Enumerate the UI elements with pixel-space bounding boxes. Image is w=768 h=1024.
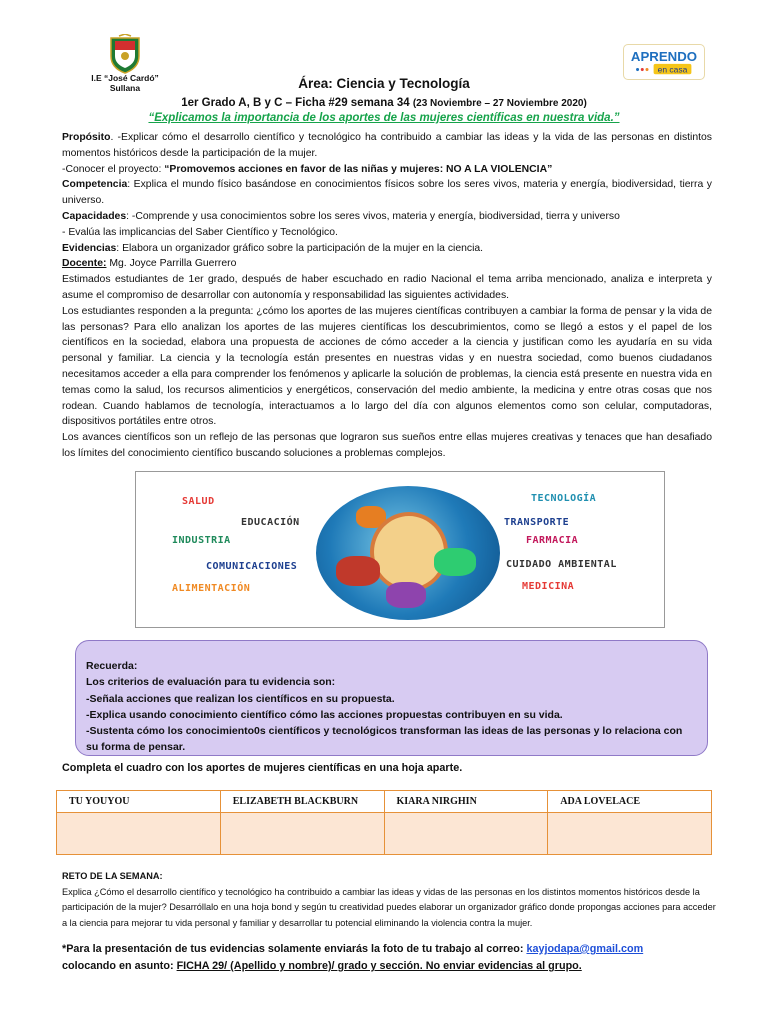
- table-cell-empty[interactable]: [220, 813, 384, 855]
- challenge-text: Explica ¿Cómo el desarrollo científico y tecnológico ha contribuido a cambiar las ideas y vidas de las personas en los distintos momentos históricos desde la participación de la mujer? Desarróllalo en una hoja bond y según tu creatividad puedes elaborar un organizador gráfico donde propongas acciones para acceder a la ciencia para mejorar tu vida personal y familiar y desarrollar tu potencial eliminando la violencia contra la mujer.: [62, 886, 716, 929]
- proposito-paragraph: [62, 130, 712, 162]
- area-title: Área: Ciencia y Tecnología: [298, 76, 470, 91]
- table-cell-empty[interactable]: [57, 813, 221, 855]
- infographic-word-tecnologia: TECNOLOGÍA: [531, 493, 597, 504]
- evidencias-text: : Elabora un organizador gráfico sobre la participación de la mujer en la ciencia.: [116, 242, 484, 254]
- evaluation-criteria-box: [75, 640, 708, 756]
- capacidades-second-line: - Evalúa las implicancias del Saber Científico y Tecnológico.: [62, 226, 338, 238]
- criteria-intro: Los criterios de evaluación para tu evidencia son:: [86, 676, 336, 689]
- submission-subject: FICHA 29/ (Apellido y nombre)/: [176, 960, 335, 972]
- capacidades-paragraph: [62, 209, 712, 225]
- school-name-text: I.E “José Cardó”: [91, 73, 159, 83]
- challenge-title: RETO DE LA SEMANA:: [62, 871, 163, 881]
- submission-text-1: *Para la presentación de tus evidencias solamente enviarás la foto de tu trabajo al correo:: [62, 943, 527, 955]
- women-scientists-table: [56, 790, 712, 855]
- criteria-item-2: -Explica usando conocimiento científico cómo las acciones propuestas contribuyen en su vida.: [86, 708, 563, 721]
- infographic-word-transporte: TRANSPORTE: [504, 517, 570, 528]
- infographic-word-alimentacion: ALIMENTACIÓN: [172, 583, 251, 594]
- table-cell-empty[interactable]: [548, 813, 712, 855]
- globe-illustration: [316, 486, 500, 620]
- infographic-word-educacion: EDUCACIÓN: [241, 517, 300, 528]
- school-crest-logo: [109, 34, 141, 74]
- question-paragraph: Los estudiantes responden a la pregunta: ¿cómo los aportes de las mujeres científicas contribuyen a cambiar la forma de pensar y la vida de las personas? Para ello analizan los aportes de las mujeres científicas los descubrimientos, como se llegó a estos y el papel de los científicos en la sociedad, elabora una propuesta de acciones de cómo acceder a la ciencia y justifican como les ayudaría en su vida personal y familiar. La ciencia y la tecnología están presentes en nuestras vidas y en nuestra sociedad, como buenos ciudadanos necesitamos acceder a ella para comprender los fenómenos y aplicarle la solución de problemas, la ciencia está presente en nuestra vida en temas como la salud, los recursos alimenticios y energéticos, conservación del medio ambiente, la medicina y entre otras cosas que nos rodean. Cuando hablamos de tecnología, interactuamos a lo largo del día con algunos elementos como son celular, computadoras, dispositivos portátiles entre otros.: [62, 305, 712, 428]
- submission-text-3: grado y sección. No enviar evidencias al grupo.: [334, 960, 582, 972]
- infographic-word-industria: INDUSTRIA: [172, 535, 231, 546]
- criteria-item-1: -Señala acciones que realizan los científicos en su propuesta.: [86, 692, 395, 705]
- docente-name: Mg. Joyce Parrilla Guerrero: [106, 258, 237, 270]
- evidencias-paragraph: [62, 241, 712, 257]
- grade-line: [0, 97, 768, 109]
- proyecto-paragraph: [62, 162, 712, 178]
- proposito-text: . -Explicar cómo el desarrollo científico y tecnológico ha contribuido a cambiar las ideas y la vida de las personas en distintos momentos históricos desde la participación de la mujer.: [62, 132, 712, 159]
- submission-instructions: [62, 941, 722, 975]
- instructions-body: [62, 130, 712, 462]
- docente-label: Docente:: [62, 258, 107, 270]
- table-instruction: Completa el cuadro con los aportes de mujeres científicas en una hoja aparte.: [62, 762, 463, 774]
- recuerda-title: Recuerda:: [86, 660, 138, 672]
- table-row: [57, 813, 712, 855]
- grade-text: 1er Grado A, B y C – Ficha #29 semana 34: [181, 97, 410, 109]
- docente-paragraph: [62, 256, 712, 272]
- submission-text-2: colocando en asunto:: [62, 960, 177, 972]
- infographic-word-cuidado-ambiental: CUIDADO AMBIENTAL: [506, 559, 617, 570]
- table-cell-empty[interactable]: [384, 813, 548, 855]
- aprendo-en-casa-logo: [623, 44, 705, 80]
- column-header: ADA LOVELACE: [548, 791, 712, 813]
- proyecto-prefix: -Conocer el proyecto:: [62, 163, 165, 175]
- proposito-label: Propósito: [62, 132, 111, 143]
- competencia-text: : Explica el mundo físico basándose en conocimientos físicos sobre los seres vivos, materia y energía, biodiversidad, tierra y universo.: [62, 179, 712, 207]
- science-areas-infographic: [135, 471, 665, 628]
- session-tagline: “Explicamos la importancia de los aportes de las mujeres científicas en nuestra vida.”: [148, 112, 620, 124]
- weekly-challenge: [62, 869, 722, 932]
- column-header: TU YOUYOU: [57, 791, 221, 813]
- school-city-text: Sullana: [109, 83, 141, 93]
- competencia-paragraph: [62, 177, 712, 209]
- capacidades-text: : -Comprende y usa conocimientos sobre los seres vivos, materia y energía, biodiversidad, tierra y universo: [126, 210, 620, 222]
- evidencias-label: Evidencias: [62, 242, 117, 254]
- proyecto-name: “Promovemos acciones en favor de las niñas y mujeres: NO A LA VIOLENCIA”: [164, 163, 553, 175]
- aprendo-logo-word2: en casa: [657, 64, 688, 75]
- column-header: KIARA NIRGHIN: [384, 791, 548, 813]
- competencia-label: Competencia: [62, 179, 128, 191]
- infographic-word-salud: SALUD: [182, 496, 215, 507]
- infographic-word-medicina: MEDICINA: [522, 581, 575, 592]
- intro-paragraph: Estimados estudiantes de 1er grado, después de haber escuchado en radio Nacional el tema arriba mencionado, analiza e interpreta y asume el compromiso de desarrollar con autonomía y responsabilidad las siguientes actividades.: [62, 274, 712, 301]
- capacidades-label: Capacidades: [62, 210, 127, 222]
- submission-email-link[interactable]: kayjodapa@gmail.com: [526, 943, 644, 955]
- infographic-word-comunicaciones: COMUNICACIONES: [206, 561, 298, 572]
- advances-paragraph: Los avances científicos son un reflejo de las personas que lograron sus sueños entre ellas mujeres creativas y tenaces que han desafiado los límites del conocimiento científico buscando soluciones a problemas complejos.: [62, 432, 712, 459]
- infographic-word-farmacia: FARMACIA: [526, 535, 579, 546]
- week-dates: (23 Noviembre – 27 Noviembre 2020): [412, 98, 587, 109]
- table-header-row: [57, 791, 712, 813]
- column-header: ELIZABETH BLACKBURN: [220, 791, 384, 813]
- criteria-item-3: -Sustenta cómo los conocimiento0s científicos y tecnológicos transforman las ideas de las personas y lo relaciona con su forma de pensar.: [86, 725, 683, 754]
- aprendo-logo-word1: APRENDO: [630, 49, 698, 65]
